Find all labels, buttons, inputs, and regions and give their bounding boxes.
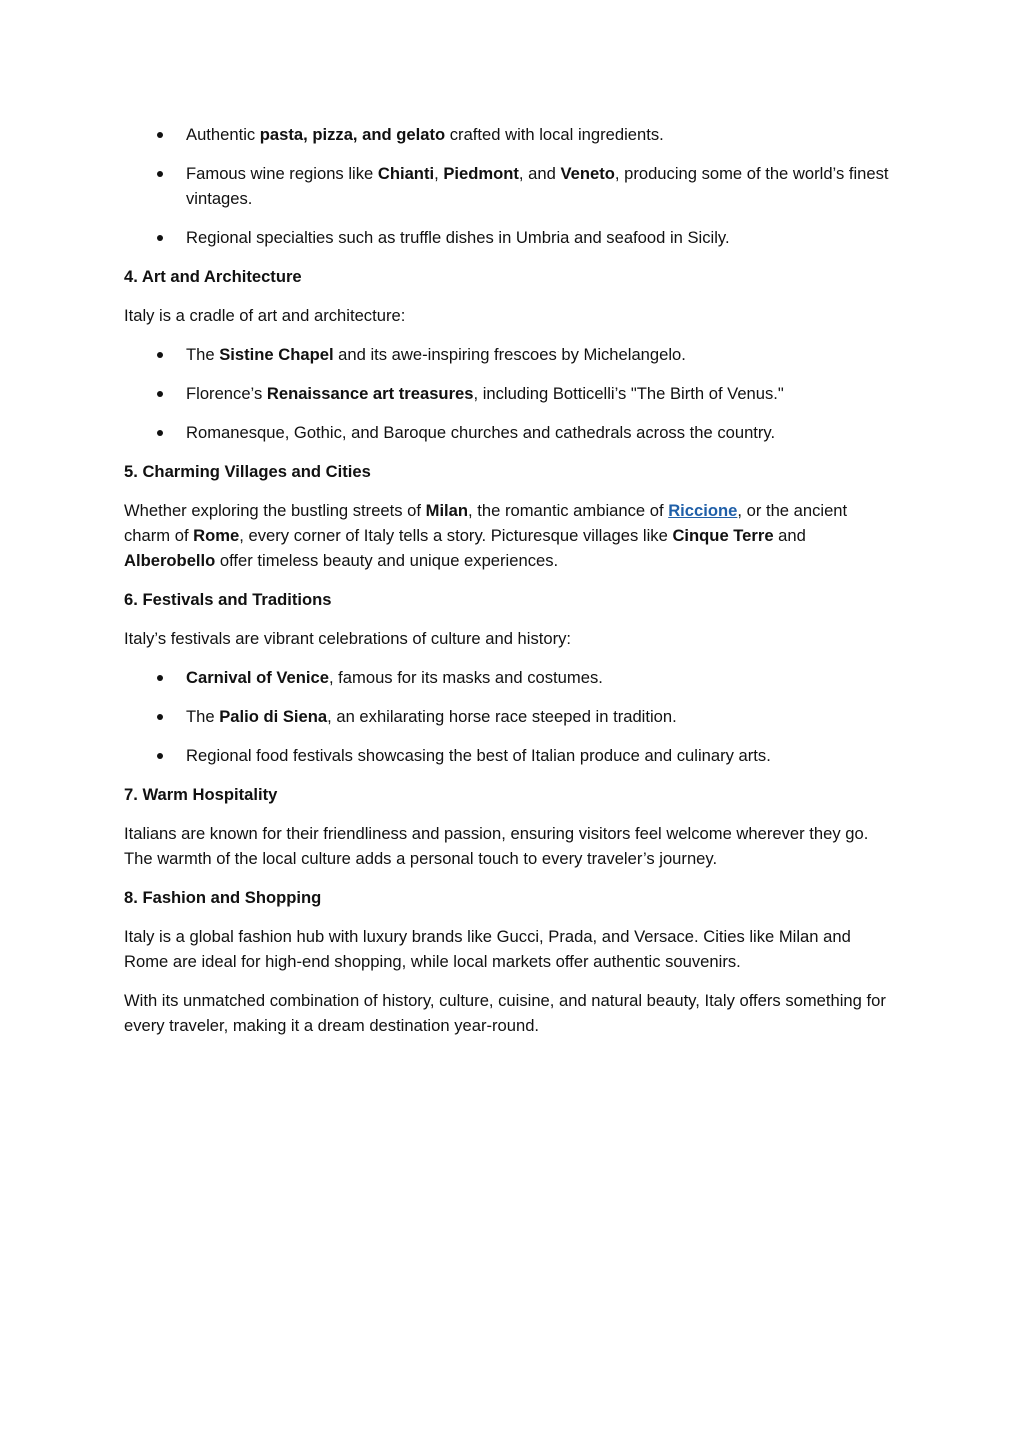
festival-list xyxy=(124,665,894,768)
bullet-icon xyxy=(157,430,163,436)
section-heading: 8. Fashion and Shopping xyxy=(124,888,322,907)
closing-paragraph: With its unmatched combination of history, culture, cuisine, and natural beauty, Italy offers something for every traveler, making it a dream destination year-round. xyxy=(124,991,886,1035)
section-paragraph: Whether exploring the bustling streets of Milan, the romantic ambiance of Riccione, or the ancient charm of Rome, every corner of Italy tells a story. Picturesque villages like Cinque Terre and Alberobello offer timeless beauty and unique experiences. xyxy=(124,501,848,570)
art-list xyxy=(124,342,894,445)
section-intro: Italy’s festivals are vibrant celebrations of culture and history: xyxy=(124,629,572,648)
list-item: Famous wine regions like Chianti, Piedmont, and Veneto, producing some of the world’s finest vintages. xyxy=(124,161,894,211)
bullet-icon xyxy=(157,352,163,358)
bullet-icon xyxy=(157,753,163,759)
section-heading: 7. Warm Hospitality xyxy=(124,785,278,804)
section-heading: 4. Art and Architecture xyxy=(124,267,302,286)
food-list xyxy=(124,122,894,250)
list-item: The Palio di Siena, an exhilarating horse race steeped in tradition. xyxy=(124,704,894,729)
bullet-icon xyxy=(157,391,163,397)
bullet-icon xyxy=(157,714,163,720)
list-item: Regional food festivals showcasing the best of Italian produce and culinary arts. xyxy=(124,743,894,768)
list-item: Romanesque, Gothic, and Baroque churches and cathedrals across the country. xyxy=(124,420,894,445)
list-item: Florence’s Renaissance art treasures, including Botticelli’s "The Birth of Venus." xyxy=(124,381,894,406)
section-paragraph: Italians are known for their friendliness and passion, ensuring visitors feel welcome wherever they go. The warmth of the local culture adds a personal touch to every traveler’s journey. xyxy=(124,824,869,868)
document-page xyxy=(124,122,894,1052)
bullet-icon xyxy=(157,171,163,177)
list-item: Regional specialties such as truffle dishes in Umbria and seafood in Sicily. xyxy=(124,225,894,250)
section-paragraph: Italy is a global fashion hub with luxury brands like Gucci, Prada, and Versace. Cities like Milan and Rome are ideal for high-end shopping, while local markets offer authentic souvenirs. xyxy=(124,927,851,971)
bullet-icon xyxy=(157,675,163,681)
section-heading: 6. Festivals and Traditions xyxy=(124,590,332,609)
bullet-icon xyxy=(157,132,163,138)
list-item: The Sistine Chapel and its awe-inspiring frescoes by Michelangelo. xyxy=(124,342,894,367)
list-item: Authentic pasta, pizza, and gelato crafted with local ingredients. xyxy=(124,122,894,147)
bullet-icon xyxy=(157,235,163,241)
section-intro: Italy is a cradle of art and architecture: xyxy=(124,306,406,325)
riccione-link[interactable]: Riccione xyxy=(668,501,738,520)
section-heading: 5. Charming Villages and Cities xyxy=(124,462,371,481)
list-item: Carnival of Venice, famous for its masks and costumes. xyxy=(124,665,894,690)
